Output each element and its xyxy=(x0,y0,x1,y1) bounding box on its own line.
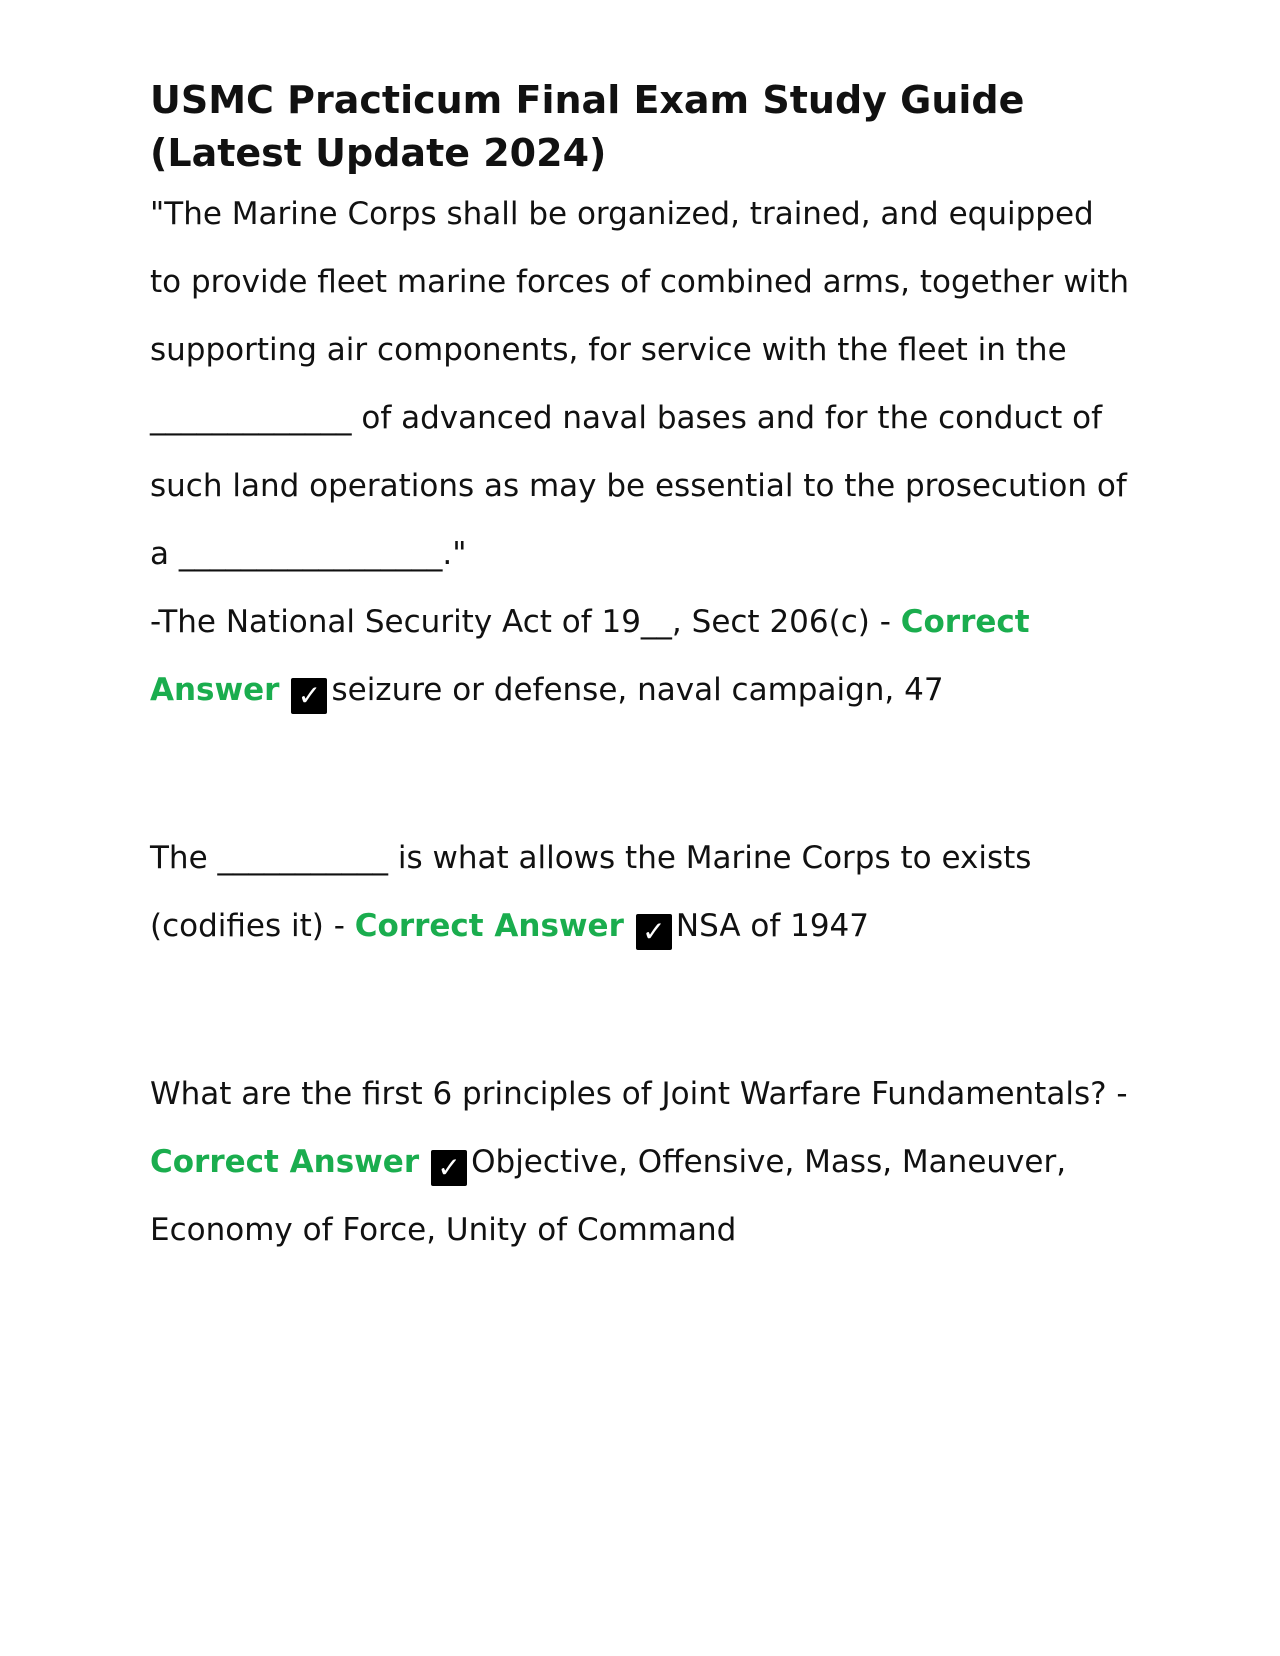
question-source: -The National Security Act of 19__, Sect 206(c) - xyxy=(150,604,901,640)
question-text: The ___________ is what allows the Marine Corps to exists (codifies it) - xyxy=(150,840,1032,944)
checkmark-icon: ✓ xyxy=(431,1150,467,1186)
qa-item-1 xyxy=(150,180,1130,724)
question-answer-line xyxy=(150,1060,1130,1264)
qa-item-2 xyxy=(150,824,1130,960)
correct-answer-label: Correct Answer xyxy=(354,908,624,944)
correct-answer-label: Correct Answer xyxy=(150,604,1030,708)
question-answer-line xyxy=(150,824,1130,960)
question-text: What are the first 6 principles of Joint Warfare Fundamentals? - xyxy=(150,1076,1128,1112)
checkmark-icon: ✓ xyxy=(636,914,672,950)
question-text-continued xyxy=(150,588,1130,724)
document-title: USMC Practicum Final Exam Study Guide (Latest Update 2024) xyxy=(150,78,1025,175)
answer-text: NSA of 1947 xyxy=(675,908,870,944)
question-text: "The Marine Corps shall be organized, trained, and equipped to provide fleet marine forces of combined arms, together with supporting air components, for service with the fleet in the _____________ of advanced naval bases and for the conduct of such land operations as may be essential to the prosecution of a _________________." xyxy=(150,196,1129,572)
checkmark-icon: ✓ xyxy=(291,678,327,714)
answer-text: seizure or defense, naval campaign, 47 xyxy=(331,672,944,708)
correct-answer-label: Correct Answer xyxy=(150,1144,420,1180)
qa-item-3 xyxy=(150,1060,1130,1264)
answer-text: Objective, Offensive, Mass, Maneuver, Economy of Force, Unity of Command xyxy=(150,1144,1067,1248)
